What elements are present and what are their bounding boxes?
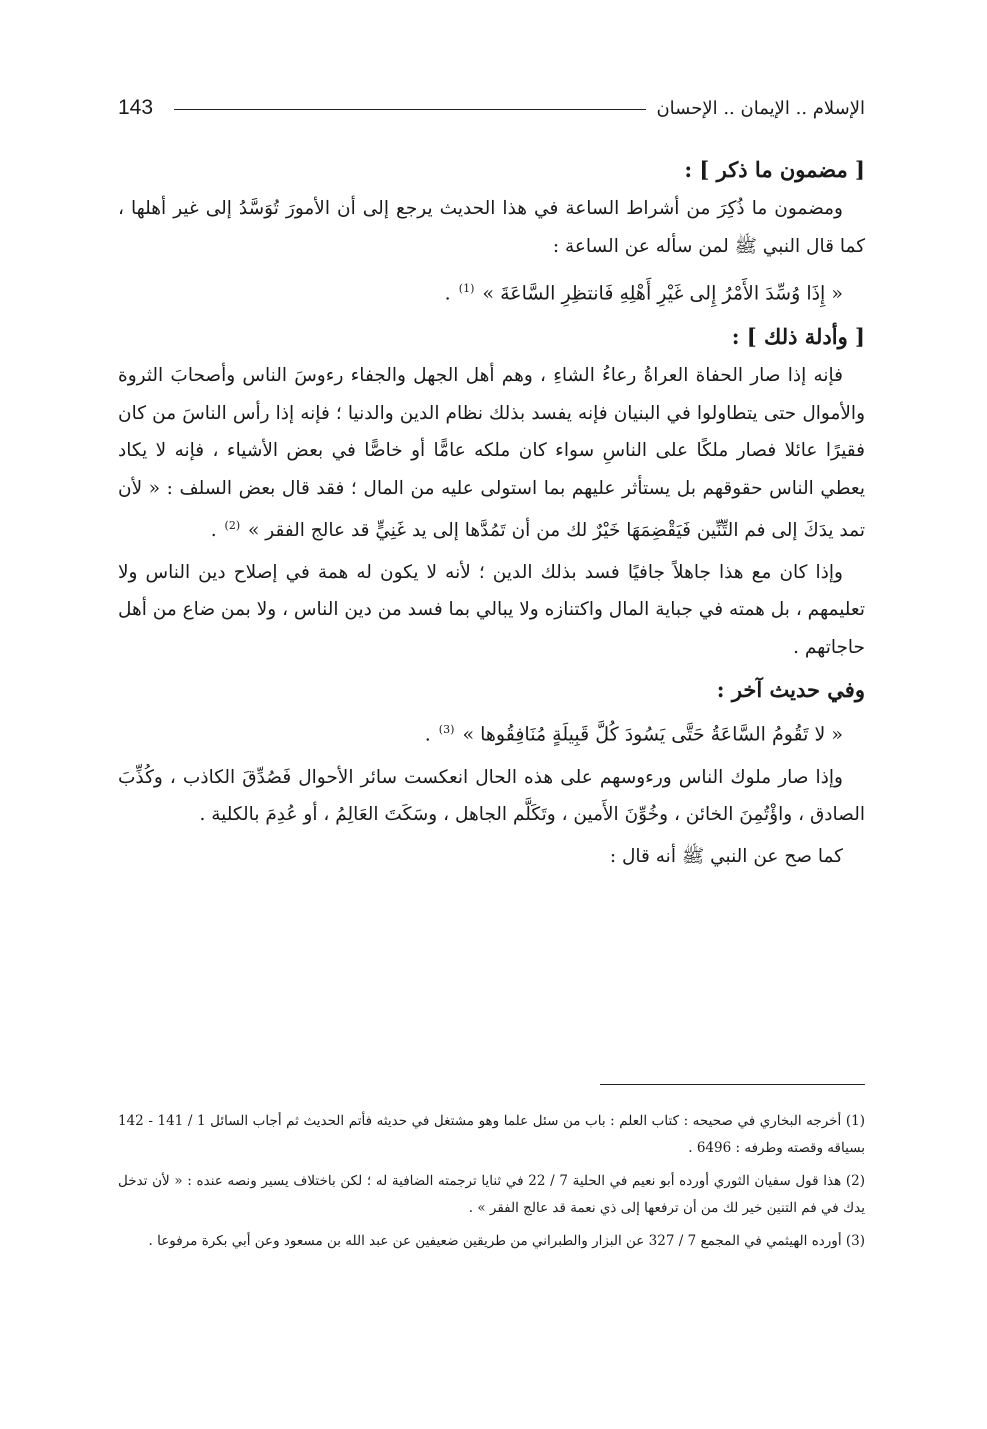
footnote-divider — [600, 1084, 865, 1085]
quote-text: « إِذَا وُسِّدَ الأَمْرُ إِلى غَيْرِ أَهْلِهِ فَانتظِرِ السَّاعَةَ » — [482, 282, 843, 305]
footnote-mark: (1) — [458, 282, 475, 295]
footnote-mark: (2) — [224, 519, 241, 533]
quote-end: . — [424, 723, 431, 746]
quote-end: . — [444, 282, 451, 305]
paragraph: وإذا كان مع هذا جاهلاً جافيًا فسد بذلك الدين ؛ لأنه لا يكون له همة في إصلاح دين الناس ولا تعليمهم ، بل همته في جباية المال واكتنازه ولا يبالي بما فسد من دين الناس ، ولا بمن ضاع من أهل حاجاتهم . — [117, 561, 865, 658]
paragraph: ومضمون ما ذُكِرَ من أشراط الساعة في هذا الحديث يرجع إلى أن الأمورَ تُوَسَّدُ إلى غير أهلها ، كما قال النبي ﷺ لمن سأله عن الساعة : — [118, 198, 865, 257]
running-header — [118, 92, 865, 124]
page-number: 143 — [118, 96, 154, 119]
section-heading: [ مضمون ما ذكر ] : — [684, 157, 865, 182]
paragraph-text: فإنه إذا صار الحفاة العراةُ رعاءُ الشاءِ ، وهم أهل الجهل والجفاء رءوسَ الناس وأصحابَ الثروة والأموال حتى يتطاولوا في البنيان فإنه يفسد بذلك نظام الدين والدنيا ؛ فإنه إذا رأس الناسَ من كان فقيرًا عائلا فصار ملكًا على الناسِ سواء كان ملكه عامًّا أو خاصًّا في بعض الأشياء ، فإنه لا يكاد يعطي الناس حقوقهم بل يستأثر عليهم بما استولى عليه من المال ؛ فقد قال بعض السلف : « لأن تمد يدَكَ إلى فم التِّنِّين فَيَقْضِمَهَا خَيْرٌ لك من أن تَمُدَّها إلى يد غَنِيٍّ قد عالج الفقر » — [118, 365, 865, 542]
footnote: (3) أورده الهيثمي في المجمع 7 / 327 عن البزار والطبراني من طريقين ضعيفين عن عبد الله بن مسعود وعن أبي بكرة مرفوعا . — [148, 1233, 865, 1249]
section-heading: وفي حديث آخر : — [716, 677, 865, 703]
footnote-mark: (3) — [438, 723, 455, 737]
paragraph: وإذا صار ملوك الناس ورءوسهم على هذه الحال انعكست سائر الأحوال فَصُدِّقَ الكاذب ، وكُذِّبَ الصادق ، واؤْتُمِنَ الخائن ، وخُوِّنَ الأَمين ، وتَكَلَّم الجاهل ، وسَكَتَ العَالِمُ ، أو عُدِمَ بالكلية . — [118, 766, 865, 826]
section-heading: [ وأدلة ذلك ] : — [731, 324, 865, 350]
running-title: الإسلام .. الإيمان .. الإحسان — [656, 97, 865, 119]
hadith-quote — [118, 710, 865, 754]
footnote: (1) أخرجه البخاري في صحيحه : كتاب العلم : باب من سئل علما وهو مشتغل في حديثه فأتم الحديث ثم أجاب السائل 1 / 141 - 142 بسياقه وقصته وطرفه : 6496 . — [118, 1113, 865, 1156]
footnote: (2) هذا قول سفيان الثوري أورده أبو نعيم في الحلية 7 / 22 في ثنايا ترجمته الضافية له ؛ لكن باختلاف يسير ونصه عنده : « لأن تدخل يدك في فم التنين خير لك من أن ترفعها إلى ذي نعمة قد عالج الفقر » . — [118, 1173, 865, 1216]
paragraph: كما صح عن النبي ﷺ أنه قال : — [609, 845, 843, 867]
quote-text: « لا تَقُومُ السَّاعَةُ حَتَّى يَسُودَ كُلَّ قَبِيلَةٍ مُنَافِقُوها » — [462, 723, 843, 746]
footnotes — [118, 1108, 865, 1261]
header-rule — [174, 109, 646, 110]
paragraph — [118, 357, 865, 550]
hadith-quote — [118, 269, 865, 313]
paragraph-end: . — [210, 520, 217, 542]
main-text — [118, 150, 865, 879]
